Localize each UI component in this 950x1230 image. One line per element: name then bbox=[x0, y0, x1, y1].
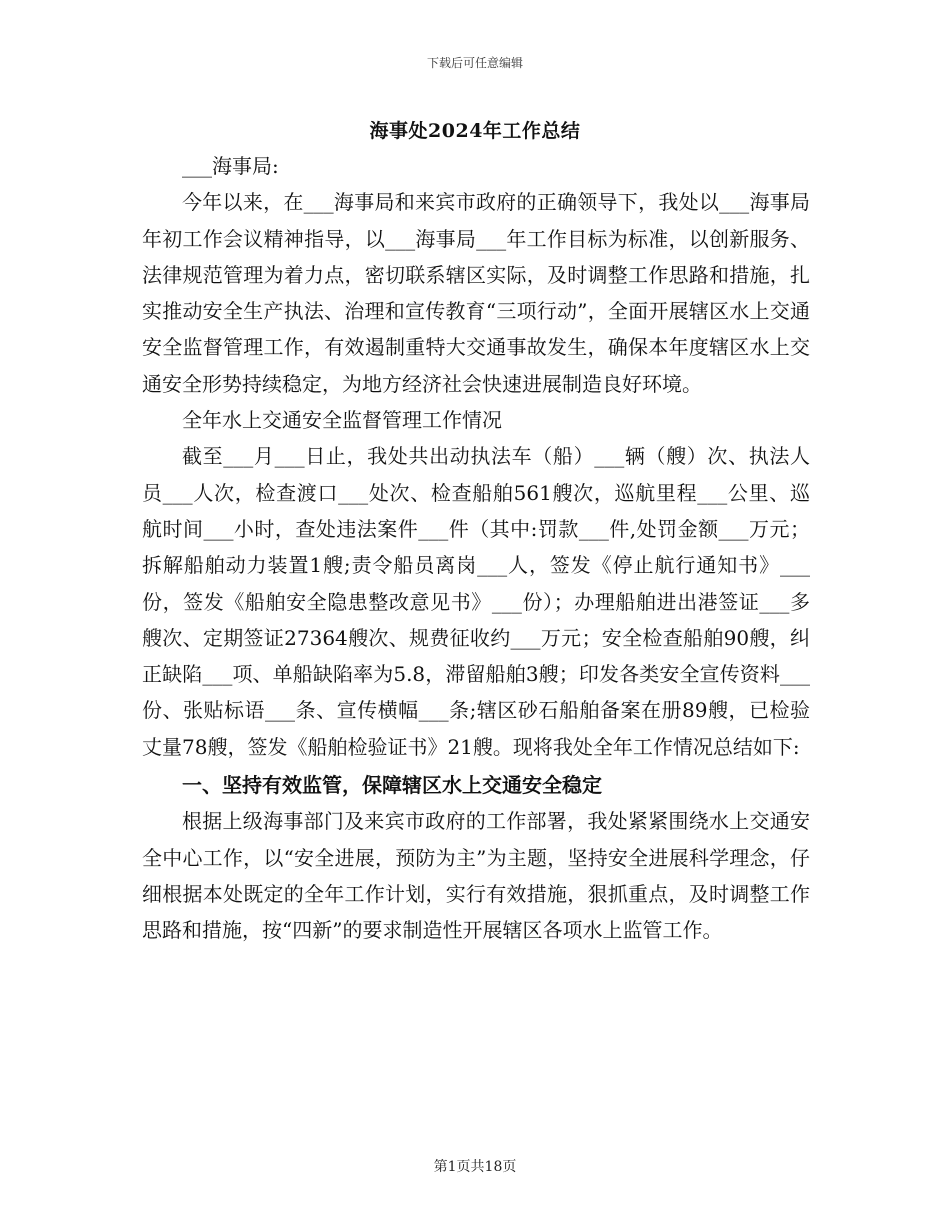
document-body bbox=[142, 148, 810, 949]
section-heading: 一、坚持有效监管，保障辖区水上交通安全稳定 bbox=[182, 773, 602, 798]
document-title: 海事处2024年工作总结 bbox=[369, 120, 581, 142]
section-paragraph: 根据上级海事部门及来宾市政府的工作部署，我处紧紧围绕水上交通安全中心工作，以“安全进展，预防为主”为主题，坚持安全进展科学理念，仔细根据本处既定的全年工作计划，实行有效措施，狠抓重点，及时调整工作思路和措施，按“四新”的要求制造性开展辖区各项水上监管工作。 bbox=[142, 809, 810, 943]
page-number: 第1页共18页 bbox=[433, 1159, 517, 1175]
salutation: ___海事局: bbox=[182, 154, 279, 178]
paragraph-subtitle: 全年水上交通安全监督管理工作情况 bbox=[182, 408, 502, 433]
paragraph-intro: 今年以来，在___海事局和来宾市政府的正确领导下，我处以___海事局年初工作会议精神指导，以___海事局___年工作目标为标准，以创新服务、法律规范管理为着力点，密切联系辖区实际，及时调整工作思路和措施，扎实推动安全生产执法、治理和宣传教育“三项行动”，全面开展辖区水上交通安全监督管理工作，有效遏制重特大交通事故发生，确保本年度辖区水上交通安全形势持续稳定，为地方经济社会快速进展制造良好环境。 bbox=[142, 190, 810, 396]
paragraph-statistics: 截至___月___日止，我处共出动执法车（船）___辆（艘）次、执法人员___人次，检查渡口___处次、检查船舶561艘次，巡航里程___公里、巡航时间___小时，查处违法案件___件（其中:罚款___件,处罚金额___万元；拆解船舶动力装置1艘;责令船员离岗___人，签发《停止航行通知书》___份，签发《船舶安全隐患整改意见书》___份）；办理船舶进出港签证___多艘次、定期签证27364艘次、规费征收约___万元；安全检查船舶90艘，纠正缺陷___项、单船缺陷率为5.8，滞留船舶3艘；印发各类安全宣传资料___份、张贴标语___条、宣传横幅___条;辖区砂石船舶备案在册89艘，已检验丈量78艘，签发《船舶检验证书》21艘。现将我处全年工作情况总结如下: bbox=[142, 444, 810, 759]
page-header-note: 下载后可任意编辑 bbox=[426, 56, 523, 70]
